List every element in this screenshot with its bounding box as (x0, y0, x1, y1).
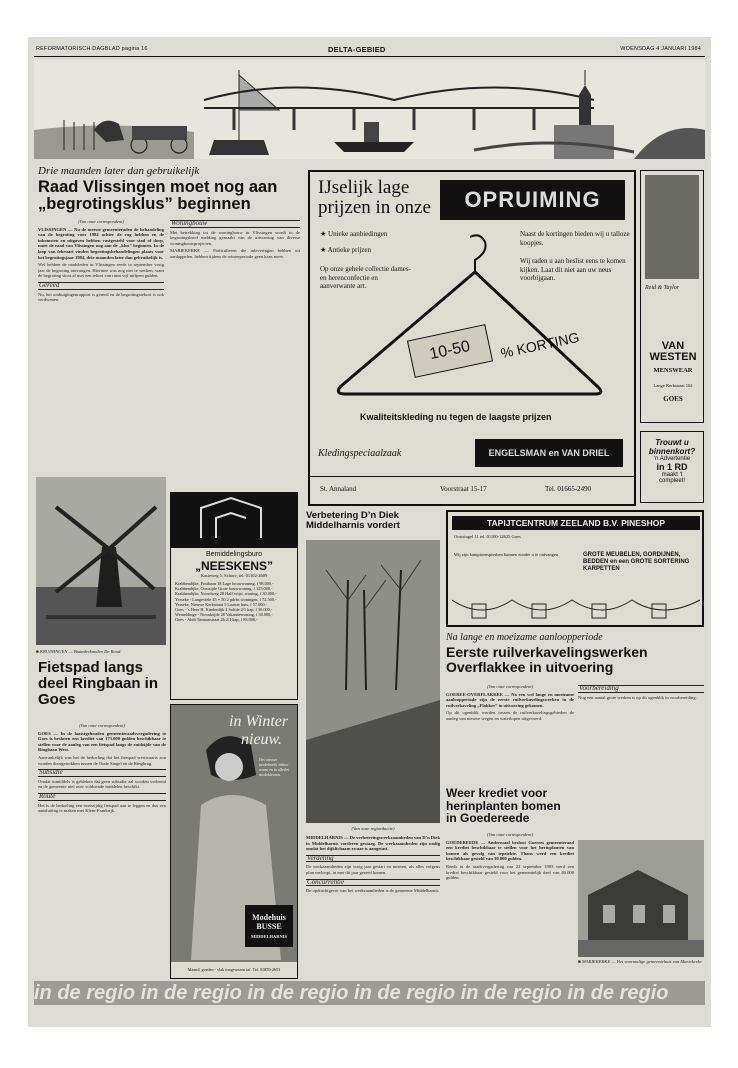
vanwesten-name-2: WESTEN (649, 351, 697, 363)
ad-naast-text: Naast de kortingen bieden wij u talloze koopjes. (520, 230, 630, 247)
ad-title-line2: prijzen in onze (318, 197, 431, 218)
windmill-caption: ■ KRUININGEN — Baanderkmolen De Rood. (36, 649, 122, 654)
krediet-credit: (Van onze correspondent) (486, 832, 534, 837)
diek-photo (306, 540, 440, 823)
trouwt-line6: compleet! (658, 478, 685, 484)
fietspad-lead: GOES — In de laatstgehouden gemeenteraadsvergadering te Goes is besloten een krediet van 173.000 gulden beschikbaar te stellen voor de aanleg van een fietspad langs de zuidzijde van de Ringbaan West. (38, 730, 166, 753)
ad-title-line1: IJselijk lage (318, 177, 410, 198)
fietspad-subhead-route: Route (38, 793, 166, 801)
korting-label: % KORTING (499, 328, 581, 362)
trouwt-line1: Trouwt u (655, 438, 689, 447)
ad-footer-rule (310, 476, 634, 477)
ad-bullet-2-text: Antieke prijzen (327, 246, 371, 254)
vanwesten-advertisement (640, 170, 704, 423)
main-lead: VLISSINGEN — Nu de meeste gemeenteraden de behandeling van de begroting voor 1984 achter de rug hebben en de inkomsten en uitgaven hebben vastgesteld voor stad of dorp, moet de raad van Vlissingen nog aan de „klus” beginnen. In de loop van februari vinden begrotingsbehandelingen plaats voor het begrotingsjaar 1984, drie maanden later dan gebruikelijk is. (38, 226, 164, 260)
winter-footer: Maand, goeden - vlak toegewezen taf. Tel. 01870-2653 (171, 962, 297, 978)
winter-title-2: nieuw. (241, 731, 283, 748)
discount-tag: 10-50 (407, 324, 493, 378)
ad-bullet-2: ★ Antieke prijzen (320, 246, 371, 254)
main-paragraph-2: Nu, het ombuigingenrapport is gereed en de begrotingstekort is ook verdwenen. (38, 291, 164, 303)
neeskens-address: Kasteweg 5, Schore, tel. 01102-2609 (200, 573, 268, 578)
ad-bullet-1-text: Unieke aanbiedingen (328, 230, 388, 238)
busse-logo (245, 905, 293, 947)
tapijt-left-text: Wij zijn kampioenspieshen kunnen zonder u te ontvangen. (454, 552, 560, 557)
main-article-col2 (170, 217, 300, 489)
tapijt-items: GROTE MEUBELEN, GORDIJNEN, BEDDEN en een GROTE SORTERING KARPETTEN (583, 552, 690, 572)
winter-fashion-advertisement (170, 704, 298, 979)
vanwesten-city: GOES (663, 395, 683, 403)
krediet-lead: GOEDEREEDE — Andermaal besloot Goerees gemeenteraad een krediet beschikbaar te stellen voor het herinplanten van bomen als gevolg van iepziekte. Thans werd een krediet beschikbaar gesteld van 30.000 gulden. (446, 839, 574, 862)
ruil-paragraph-2: Nog een aantal grote werken is op dit ogenblik in voorbereiding. (578, 694, 697, 700)
trouwt-advertisement (640, 431, 704, 503)
neeskens-item: Krabbendijke, Oostzijde Grote bouwwoning, f 125.000,- (175, 586, 273, 592)
busse-shop: Modehuis BUSSE (252, 913, 286, 931)
ruil-article-col2 (578, 682, 704, 780)
krediet-paragraph-1: Reeds in de raadsvergadering van 22 september 1983 werd een krediet beschikbaar gesteld voor het gemeentelijk deel van 40.000 gulden. (446, 863, 574, 881)
vanwesten-image (645, 175, 699, 279)
neeskens-name: „NEESKENS” (194, 559, 274, 573)
diek-subhead-concurrentie: Concurrentie (306, 879, 440, 887)
town-hall-caption: ■ MARIEKERKE — Het voormalige gemeentehuis van Mariekerke. (578, 959, 703, 964)
neeskens-pre: Bemiddelingsburo (205, 551, 263, 558)
ad-phone: Tel. 01665-2490 (545, 485, 592, 493)
opruiming-advertisement (308, 170, 636, 506)
neeskens-item: Yerseke - Langeviele 45 = 50 2 pdrbs woningen, f 72.500,- (175, 596, 277, 602)
ruil-kicker: Na lange en moeizame aanloopperiode (446, 632, 603, 643)
header-section: DELTA-GEBIED (328, 45, 386, 54)
ruil-article-col1 (446, 682, 574, 780)
neeskens-logo (171, 493, 297, 548)
ruil-subhead-voorbereiding: Voorbereiding (578, 685, 704, 693)
tapijtcentrum-advertisement (446, 510, 704, 627)
main-headline: Raad Vlissingen moet nog aan „begrotingsklus” beginnen (38, 178, 278, 214)
diek-caption: (Van onze regiordactie) (351, 826, 395, 831)
ad-place: St. Annaland (320, 485, 357, 493)
ad-wij-text: Wij raden u aan beslist eens te komen kijken. Laat dit niet aan uw neus voorbijgaan. (520, 257, 626, 282)
ad-collection-text: Op onze gehele collectie dames- en herenconfectie en aanverwante art. (320, 265, 411, 290)
neeskens-advertisement (170, 492, 298, 700)
neeskens-list (175, 581, 295, 623)
fietspad-paragraph-2: Omdat inmiddels is gebleken dat geen subsidie zal worden verleend en de gemeente niet over voldoende middelen beschikt. (38, 778, 166, 790)
header-rule (34, 56, 705, 57)
diek-headline: Verbetering D’n Diek Middelharnis vordert (306, 510, 400, 531)
ad-bullet-1: ★ Unieke aanbiedingen (320, 230, 388, 238)
main-paragraph-4: MARIEKERKE — Particulieren die inleveringen hebben uit aardappelen, hebben tijdens de winterperiode geen kans meer. (170, 248, 300, 259)
neeskens-item: Krabbendijke, Noordweg 28 Half vrijst. woning, f 30.000,- (175, 591, 277, 597)
trouwt-line4: in 1 RD (656, 462, 688, 472)
ruil-credit: (Van onze correspondent) (486, 684, 534, 689)
krediet-article (446, 830, 574, 980)
diek-paragraph-2: De opdrachtgever van het werkzaamheden is de gemeente Middelharnis. (306, 888, 440, 894)
neeskens-item: Wemeldinge - Noordzijde 28 Vakantiewoning, f 30.000,- (175, 612, 273, 618)
furniture-garland-icon (452, 590, 700, 624)
ruil-lead: GOEREE-OVERFLAKKEE — Na een wel lange en moeizame aanloopperiode zijn de eerste ruilverkavelingswerken in de ruilverkaveling „Flakkee” in uitvoering gekomen. (446, 691, 574, 708)
fietspad-article (38, 721, 166, 979)
ad-brand-logo: ENGELSMAN en VAN DRIEL (475, 439, 623, 467)
vanwesten-name-1: VAN (661, 340, 685, 352)
trouwt-line2: binnenkort? (648, 447, 696, 456)
vanwesten-menswear: MENSWEAR (653, 367, 693, 374)
vanwesten-address: Lange Kerkstraat 102 (653, 383, 693, 388)
neeskens-item: Goes - 's Heer H. Kinderdijk 4 Solide 2/1 kap, f 30.000,- (175, 607, 273, 613)
town-hall-photo (578, 840, 704, 957)
regio-footer-band: in de regio in de regio in de regio in de regio in de regio in de regio (34, 981, 705, 1005)
busse-town: MIDDELHARNIS (250, 934, 287, 939)
vanwesten-brand: Reid & Taylor (645, 285, 680, 291)
ruil-paragraph-1: Op dit ogenblik worden tussen de ruilverkavelingsgebieden de aanleg van nieuwe wegen en waterlopen uitgevoerd. (446, 710, 574, 721)
tapijt-title: TAPIJTCENTRUM ZEELAND B.V. PINESHOP (452, 516, 700, 530)
fietspad-subhead-subsidie: Subsidie (38, 769, 166, 777)
fietspad-credit: (Van onze correspondent) (78, 723, 126, 728)
tapijt-address: Oostsingel 11 tel. 01100-12625 Goes (454, 534, 521, 539)
ruil-headline: Eerste ruilverkavelingswerken Overflakkee in uitvoering (446, 644, 648, 675)
main-paragraph-3: Met betrekking tot de woningbouw in Vlissingen wordt in de begrotingsbrief melding gemaakt van de uitvoering van diverse woningbouwprojecten. (170, 229, 300, 246)
regional-banner-illustration (34, 60, 705, 159)
diek-lead: MIDDELHARNIS — De verbeteringswerkzaamheden van D’n Diek in Middelharnis vorderen gestaag. De werkzaamheden zijn nodig omdat het dijklichaam zwaar is aangetast. (306, 835, 440, 852)
header-right: WOENSDAG 4 JANUARI 1984 (620, 46, 701, 52)
newspaper-page (28, 37, 711, 1027)
main-article-col1 (38, 217, 164, 489)
krediet-headline: Weer krediet voor herinplanten bomen in Goedereede (446, 786, 561, 826)
opruiming-banner: OPRUIMING (440, 180, 625, 220)
neeskens-item: Yerseke, Nieuwe Kerkstraat 5 Laatste huis, f 57.000,- (175, 601, 268, 607)
winter-text: Het nieuwe modebeeld, lekker warm en in allerlei modekleuren. (259, 757, 290, 777)
ad-address: Voorstraat 15-17 (440, 485, 487, 493)
trouwt-line5: maakt 't (661, 472, 683, 478)
header-left: REFORMATORISCH DAGBLAD pagina 16 (36, 46, 148, 52)
main-subhead-woningbouw: Woningbouw (170, 220, 300, 228)
main-subhead-gereed: Gereed (38, 282, 164, 290)
fietspad-headline: Fietspad langs deel Ringbaan in Goes (38, 659, 159, 708)
main-kicker: Drie maanden later dan gebruikelijk (38, 165, 200, 177)
neeskens-item: Goes - Abdi Tasmanstraat 2b 2/1 kap, f 83.000,- (175, 617, 258, 623)
trouwt-line3: 'n Advertentie (653, 456, 691, 462)
vanwesten-name (645, 341, 701, 363)
main-credit: (Van onze correspondent) (77, 219, 125, 224)
diek-subhead-verdeling: Verdeling (306, 855, 440, 863)
fietspad-paragraph-1: Aanvankelijk was het de bedoeling dat het fietspad westwaarts zou worden doorgetrokken tussen de Oude Singel en de Ringbrug. (38, 754, 166, 766)
coat-hanger-icon (327, 232, 610, 402)
ad-shop-type: Kledingspeciaalzaak (318, 448, 402, 459)
ad-quality-line: Kwaliteitskleding nu tegen de laagste prijzen (360, 412, 552, 422)
neeskens-item: Krabbendijke, Postbaan 18 Lage bouwwoning, f 98.000,- (175, 581, 274, 586)
main-paragraph-1: Wel hebben de raadsleden in Vlissingen reeds in september vorig jaar de begroting ontvangen. Hiermee was nog niet te werken, want de begroting sloot af met een tekort van ruim vijf miljoen gulden. (38, 262, 164, 279)
diek-paragraph-1: De werkzaamheden zijn vorig jaar gestart en moeten, als alles volgens plan verloopt, in mei dit jaar gereed komen. (306, 864, 440, 875)
windmill-photo (36, 477, 166, 645)
fietspad-paragraph-3: Het is de bedoeling een tweezijdig fietspad aan te leggen en dus een aansluiting te maken met Klein-Frankrijk. (38, 802, 166, 814)
diek-article (306, 835, 440, 983)
winter-title: in Winter (229, 713, 289, 730)
